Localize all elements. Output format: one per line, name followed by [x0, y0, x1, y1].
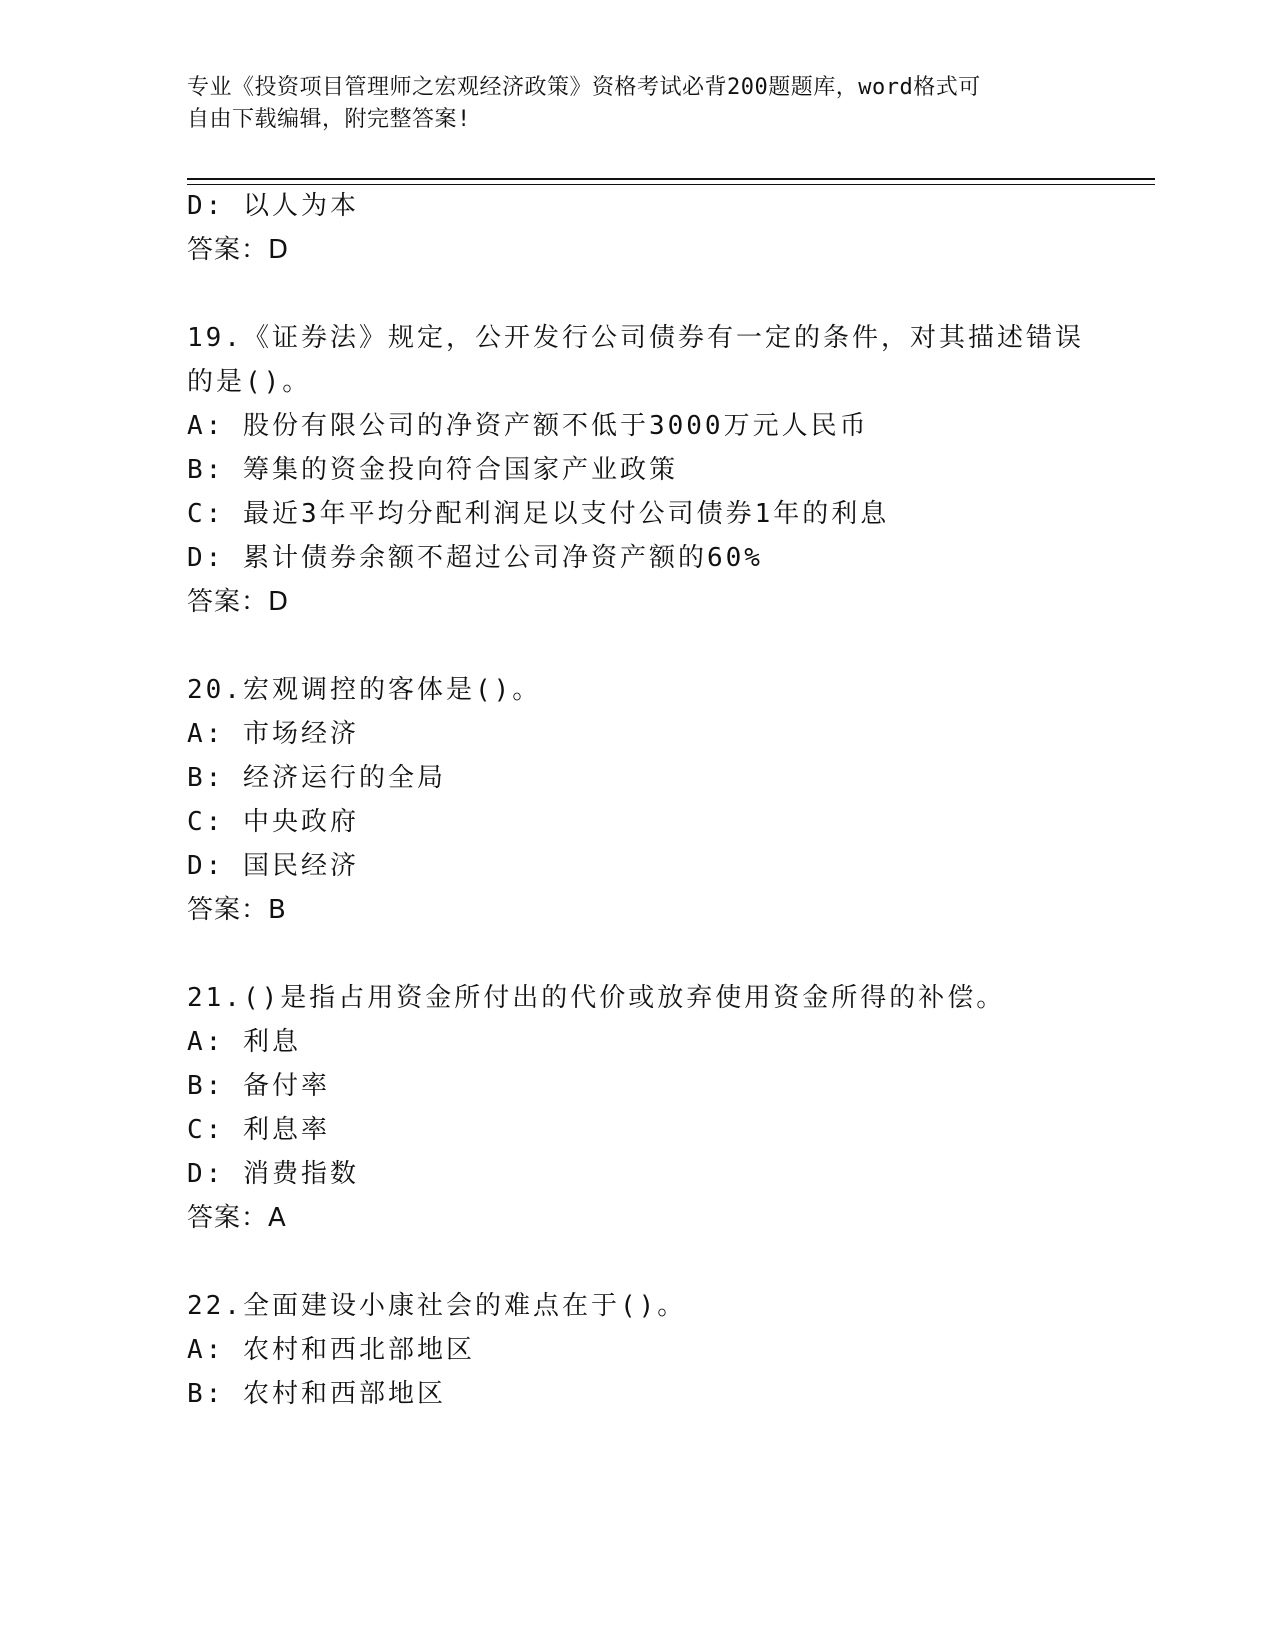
q21-answer: 答案：A: [187, 1203, 287, 1233]
header-line-2: 自由下载编辑，附完整答案!: [187, 107, 471, 132]
q20-stem: 20.宏观调控的客体是()。: [187, 675, 542, 705]
q22-option-a: A: 农村和西北部地区: [187, 1335, 475, 1365]
q20-answer: 答案：B: [187, 895, 287, 925]
q22-option-b: B: 农村和西部地区: [187, 1379, 446, 1409]
q20-option-c: C: 中央政府: [187, 807, 359, 837]
q21-stem: 21.()是指占用资金所付出的代价或放弃使用资金所得的补偿。: [187, 983, 1006, 1013]
header-line-1: 专业《投资项目管理师之宏观经济政策》资格考试必背200题题库，word格式可: [187, 75, 981, 100]
q19-answer: 答案：D: [187, 587, 290, 617]
q19-option-d: D: 累计债券余额不超过公司净资产额的60%: [187, 543, 763, 573]
header-divider-thin: [187, 184, 1155, 185]
header-divider-thick: [187, 178, 1155, 180]
q19-option-c: C: 最近3年平均分配利润足以支付公司债券1年的利息: [187, 499, 890, 529]
q19-option-a: A: 股份有限公司的净资产额不低于3000万元人民币: [187, 411, 869, 441]
q18-answer: 答案：D: [187, 235, 290, 265]
q20-option-d: D: 国民经济: [187, 851, 359, 881]
q21-option-c: C: 利息率: [187, 1115, 330, 1145]
q19-stem-line-2: 的是()。: [187, 367, 312, 397]
q18-option-d: D: 以人为本: [187, 191, 359, 221]
q19-stem-line-1: 19.《证券法》规定，公开发行公司债券有一定的条件，对其描述错误: [187, 323, 1084, 353]
q22-stem: 22.全面建设小康社会的难点在于()。: [187, 1291, 687, 1321]
q21-option-a: A: 利息: [187, 1027, 301, 1057]
q20-option-b: B: 经济运行的全局: [187, 763, 446, 793]
document-header: [187, 72, 1087, 136]
q21-option-b: B: 备付率: [187, 1071, 330, 1101]
q20-option-a: A: 市场经济: [187, 719, 359, 749]
q19-option-b: B: 筹集的资金投向符合国家产业政策: [187, 455, 678, 485]
q21-option-d: D: 消费指数: [187, 1159, 359, 1189]
